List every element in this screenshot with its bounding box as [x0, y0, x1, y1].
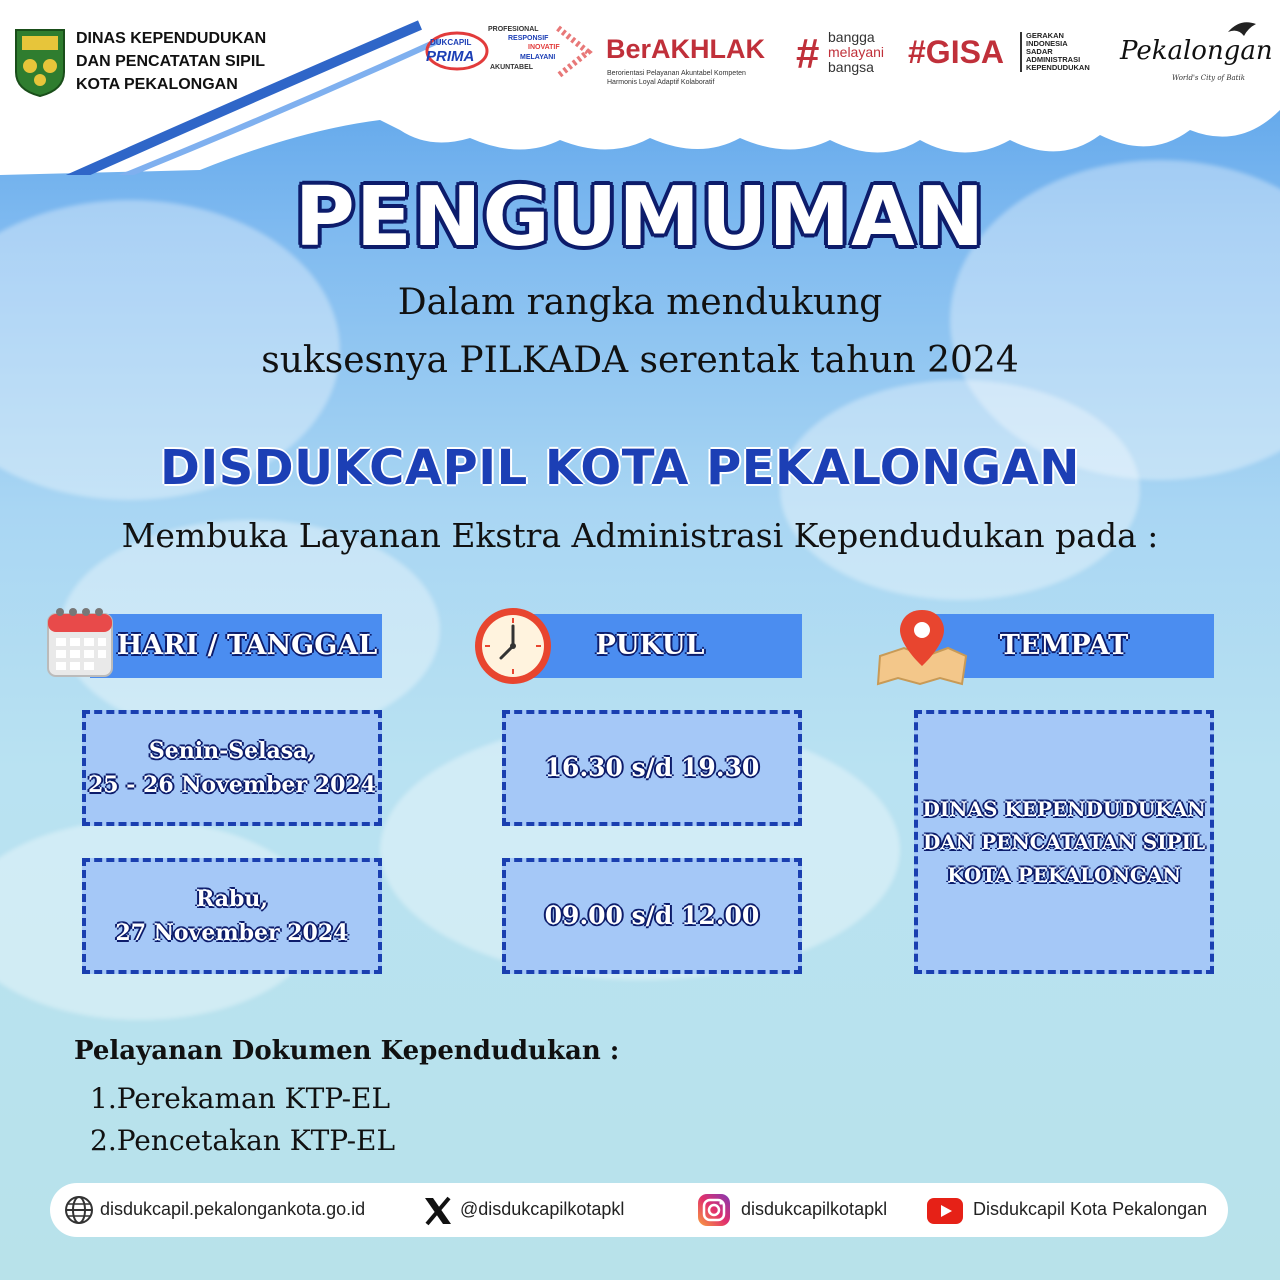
place-box [914, 710, 1214, 974]
globe-icon [64, 1195, 94, 1225]
prima-word: PROFESIONAL [488, 26, 539, 33]
services-item-num: 2. [90, 1124, 117, 1157]
berakhlak-text: BerAKHLAK [606, 34, 766, 64]
gisa-line: KEPENDUDUKAN [1026, 63, 1090, 72]
calendar-icon [46, 604, 114, 680]
services-title: Pelayanan Dokumen Kependudukan : [74, 1036, 620, 1066]
gisa-line: ADMINISTRASI [1026, 55, 1081, 64]
header-label-place: TEMPAT [999, 630, 1129, 661]
bangga-line: melayani [828, 44, 885, 60]
gisa-line: INDONESIA [1026, 39, 1068, 48]
berakhlak-tagline-1: Berorientasi Pelayanan Akuntabel Kompeten [607, 70, 746, 77]
day-box-1 [82, 710, 382, 826]
pekalongan-tagline: World's City of Batik [1172, 74, 1245, 82]
footer-x-link[interactable]: @disdukcapilkotapkl [460, 1199, 625, 1219]
services-item-label: Perekaman KTP-EL [116, 1082, 391, 1115]
hashtag-icon: # [796, 30, 820, 77]
footer-website-link[interactable]: disdukcapil.pekalongankota.go.id [100, 1199, 366, 1219]
gisa-text: #GISA [908, 34, 1005, 70]
time-box-2 [502, 858, 802, 974]
bangga-line: bangga [828, 29, 875, 45]
youtube-icon [926, 1197, 964, 1225]
lead-text: Membuka Layanan Ekstra Administrasi Kependudukan pada : [121, 516, 1159, 555]
map-pin-icon [876, 606, 970, 686]
gisa-divider [1020, 32, 1022, 72]
time-text-1: 16.30 s/d 19.30 [544, 753, 760, 782]
agency-line-3: KOTA PEKALONGAN [76, 76, 238, 93]
footer-youtube-link[interactable]: Disdukcapil Kota Pekalongan [973, 1199, 1208, 1219]
day-text-2: Rabu, 27 November 2024 [115, 886, 349, 946]
prima-word: RESPONSIF [508, 35, 549, 42]
announcement-title: PENGUMUMAN [294, 170, 986, 265]
bangga-line: bangsa [828, 59, 874, 75]
announcement-subtitle-2: suksesnya PILKADA serentak tahun 2024 [261, 340, 1019, 381]
announcement-subtitle-1: Dalam rangka mendukung [397, 282, 883, 323]
footer-instagram-link[interactable]: disdukcapilkotapkl [741, 1199, 888, 1219]
clock-icon [473, 606, 553, 686]
prima-word: AKUNTABEL [490, 64, 534, 71]
services-item-label: Pencetakan KTP-EL [116, 1124, 396, 1157]
prima-word: MELAYANI [520, 54, 556, 61]
day-box-2 [82, 858, 382, 974]
prima-chevron-icon [554, 24, 594, 80]
time-box-1 [502, 710, 802, 826]
gisa-line: GERAKAN [1026, 31, 1064, 40]
services-item-num: 1. [90, 1082, 117, 1115]
header-label-time: PUKUL [595, 630, 705, 661]
gisa-logo [908, 28, 1118, 78]
bird-icon [1226, 14, 1262, 44]
agency-line-2: DAN PENCATATAN SIPIL [76, 53, 266, 70]
time-text-2: 09.00 s/d 12.00 [544, 901, 760, 930]
services-item-1 [90, 1082, 390, 1115]
instagram-icon [697, 1193, 731, 1227]
berakhlak-logo [606, 28, 786, 88]
prima-word: INOVATIF [528, 44, 560, 51]
org-heading: DISDUKCAPIL KOTA PEKALONGAN [160, 440, 1080, 496]
city-emblem-icon [12, 26, 68, 98]
day-text-1: Senin-Selasa, 25 - 26 November 2024 [87, 738, 377, 798]
services-item-2 [90, 1124, 395, 1157]
prima-top-text: DUKCAPIL [430, 38, 472, 47]
pekalongan-text: Pekalongan [1120, 36, 1273, 66]
pekalongan-logo [1118, 14, 1273, 94]
berakhlak-tagline-2: Harmonis Loyal Adaptif Kolaboratif [607, 79, 715, 86]
bangga-melayani-logo [796, 28, 906, 78]
header-label-day: HARI / TANGGAL [116, 630, 378, 661]
gisa-line: SADAR [1026, 47, 1053, 56]
prima-main-text: PRIMA [426, 48, 475, 65]
agency-line-1: DINAS KEPENDUDUKAN [76, 30, 267, 47]
x-logo-icon [422, 1196, 454, 1226]
place-text: DINAS KEPENDUDUKAN DAN PENCATATAN SIPIL KOTA PEKALONGAN [922, 796, 1206, 887]
dukcapil-prima-logo [424, 24, 596, 84]
